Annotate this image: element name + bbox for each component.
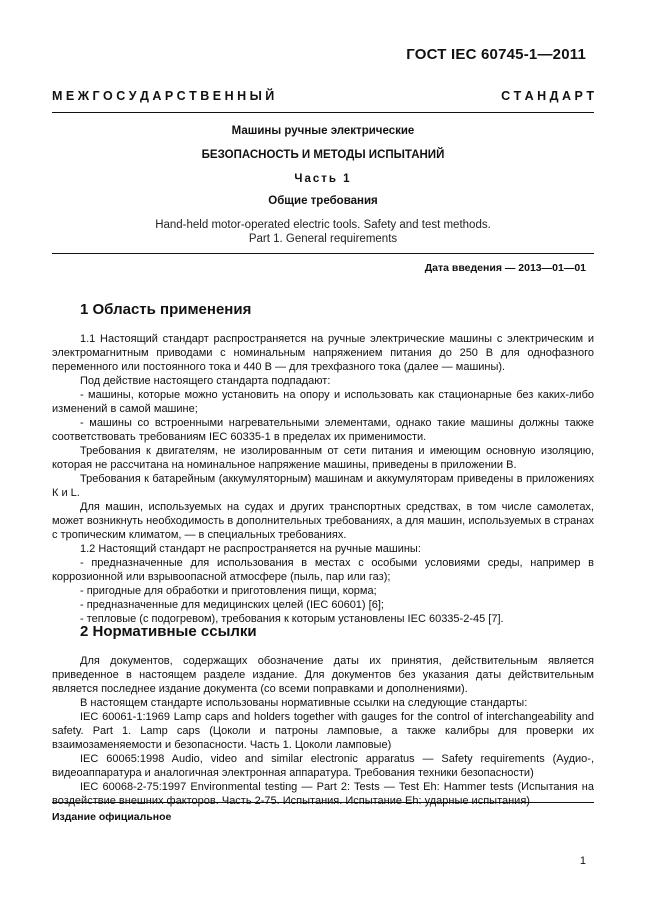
interstate-standard-banner (52, 89, 594, 103)
section-2-heading: 2 Нормативные ссылки (80, 623, 257, 640)
paragraph: Для документов, содержащих обозначение даты их принятия, действительным является приведенное в настоящем разделе издание. Для документов без указания даты действительным является последнее издание документа (со всеми поправками и дополнениями). (52, 655, 594, 695)
footer-rule (52, 802, 594, 803)
paragraph: Для машин, используемых на судах и других транспортных средствах, в том числе самолетах, может возникнуть необходимость в дополнительных требованиях, а для машин, используемых в странах с тропическим климатом, — в специальных требованиях. (52, 501, 594, 541)
title-line-2: БЕЗОПАСНОСТЬ И МЕТОДЫ ИСПЫТАНИЙ (201, 149, 445, 161)
paragraph: 1.2 Настоящий стандарт не распространяется на ручные машины: (80, 543, 421, 555)
english-title (52, 218, 594, 246)
banner-left: М Е Ж Г О С У Д А Р С Т В Е Н Н Ы Й (52, 89, 275, 103)
paragraph: IEC 60061-1:1969 Lamp caps and holders together with gauges for the control of interchangeability and safety. Part 1. Lamp caps (Цоколи и патроны ламповые, а также калибры для проверки их взаимозаменяемости и безопасности. Часть 1. Цоколи ламповые) (52, 711, 594, 751)
banner-right: С Т А Н Д А Р Т (501, 89, 594, 103)
paragraph: IEC 60068-2-75:1997 Environmental testing — Part 2: Tests — Test Eh: Hammer tests (Испытания на воздействие внешних факторов. Часть 2-75. Испытания. Испытание Eh: ударные испытания) (52, 781, 594, 807)
paragraph: Требования к батарейным (аккумуляторным) машинам и аккумуляторам приведены в приложениях К и L. (52, 473, 594, 499)
introduction-date: Дата введения — 2013—01—01 (424, 262, 586, 274)
paragraph: 1.1 Настоящий стандарт распространяется на ручные электрические машины с электрическим и электромагнитным приводами с номинальным напряжением питания до 250 В для однофазного переменного или постоянного тока и 440 В — для трехфазного тока (далее — машины). (52, 333, 594, 373)
english-title-line-1: Hand-held motor-operated electric tools. Safety and test methods. (155, 219, 491, 231)
official-edition-label: Издание официальное (52, 811, 172, 823)
paragraph: - предназначенные для медицинских целей (IEC 60601) [6]; (80, 599, 384, 611)
title-rule (52, 253, 594, 254)
paragraph: В настоящем стандарте использованы нормативные ссылки на следующие стандарты: (80, 697, 528, 709)
section-1-body (52, 332, 594, 626)
paragraph: Требования к двигателям, не изолированным от сети питания и имеющим основную изоляцию, которая не рассчитана на номинальное напряжение машины, приведены в приложении В. (52, 445, 594, 471)
title-line-3: Часть 1 (294, 173, 352, 185)
title-line-1: Машины ручные электрические (231, 125, 415, 137)
paragraph: - предназначенные для использования в местах с особыми условиями среды, например в коррозионной или взрывоопасной атмосфере (пыль, пар или газ); (52, 557, 594, 583)
english-title-line-2: Part 1. General requirements (248, 233, 398, 245)
section-1-heading: 1 Область применения (80, 301, 252, 318)
paragraph: - тепловые (с подогревом), требования к которым установлены IEC 60335-2-45 [7]. (80, 613, 504, 625)
section-2-body (52, 654, 594, 808)
title-line-4: Общие требования (268, 195, 378, 207)
top-rule (52, 112, 594, 113)
paragraph: Под действие настоящего стандарта подпадают: (80, 375, 331, 387)
paragraph: - машины, которые можно установить на опору и использовать как стационарные без каких-либо изменений в самой машине; (52, 389, 594, 415)
paragraph: IEC 60065:1998 Audio, video and similar electronic apparatus — Safety requirements (Аудио-, видеоаппаратура и аналогичная электронная аппаратура. Требования техники безопасности) (52, 753, 594, 779)
paragraph: - пригодные для обработки и приготовления пищи, корма; (80, 585, 377, 597)
page-number: 1 (579, 855, 586, 867)
paragraph: - машины со встроенными нагревательными элементами, однако такие машины должны также соответствовать требованиям IEC 60335-1 в пределах их применимости. (52, 417, 594, 443)
standard-number: ГОСТ IEC 60745-1—2011 (406, 46, 586, 63)
